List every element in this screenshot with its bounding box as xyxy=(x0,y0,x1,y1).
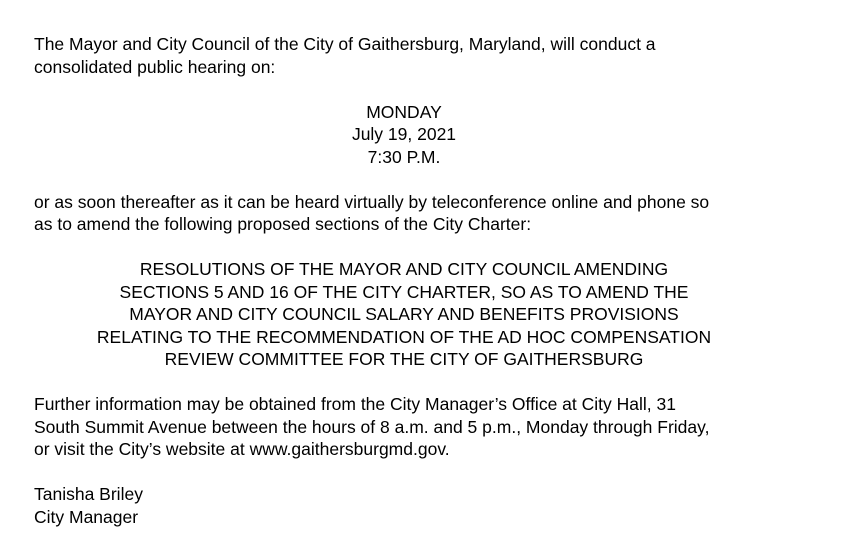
info-line: South Summit Avenue between the hours of 8 a.m. and 5 p.m., Monday through Friday, xyxy=(34,416,710,437)
signatory-name: Tanisha Briley xyxy=(34,484,143,504)
resolution-line: MAYOR AND CITY COUNCIL SALARY AND BENEFITS PROVISIONS xyxy=(129,304,679,324)
hearing-day: MONDAY xyxy=(366,101,442,122)
intro-paragraph xyxy=(34,33,824,78)
intro-line: The Mayor and City Council of the City of Gaithersburg, Maryland, will conduct a xyxy=(34,34,656,54)
resolution-line: REVIEW COMMITTEE FOR THE CITY OF GAITHERSBURG xyxy=(164,349,644,369)
hearing-datetime xyxy=(34,101,774,169)
public-hearing-notice xyxy=(34,33,824,528)
hearing-date: July 19, 2021 xyxy=(351,124,457,144)
purpose-line: as to amend the following proposed sections of the City Charter: xyxy=(34,214,532,234)
info-line: Further information may be obtained from the City Manager’s Office at City Hall, 31 xyxy=(34,394,676,414)
signature-block xyxy=(34,483,824,528)
purpose-paragraph xyxy=(34,191,824,236)
resolution-line: RELATING TO THE RECOMMENDATION OF THE AD HOC COMPENSATION xyxy=(96,326,712,347)
signatory-title: City Manager xyxy=(34,506,139,527)
info-line: or visit the City’s website at www.gaithersburgmd.gov. xyxy=(34,439,450,459)
resolution-title xyxy=(34,258,774,371)
intro-line: consolidated public hearing on: xyxy=(34,56,276,77)
resolution-line: SECTIONS 5 AND 16 OF THE CITY CHARTER, SO AS TO AMEND THE xyxy=(119,281,689,302)
purpose-line: or as soon thereafter as it can be heard virtually by teleconference online and phone so xyxy=(34,191,710,212)
resolution-line: RESOLUTIONS OF THE MAYOR AND CITY COUNCIL AMENDING xyxy=(139,259,669,279)
info-paragraph xyxy=(34,393,824,461)
hearing-time: 7:30 P.M. xyxy=(367,146,441,167)
